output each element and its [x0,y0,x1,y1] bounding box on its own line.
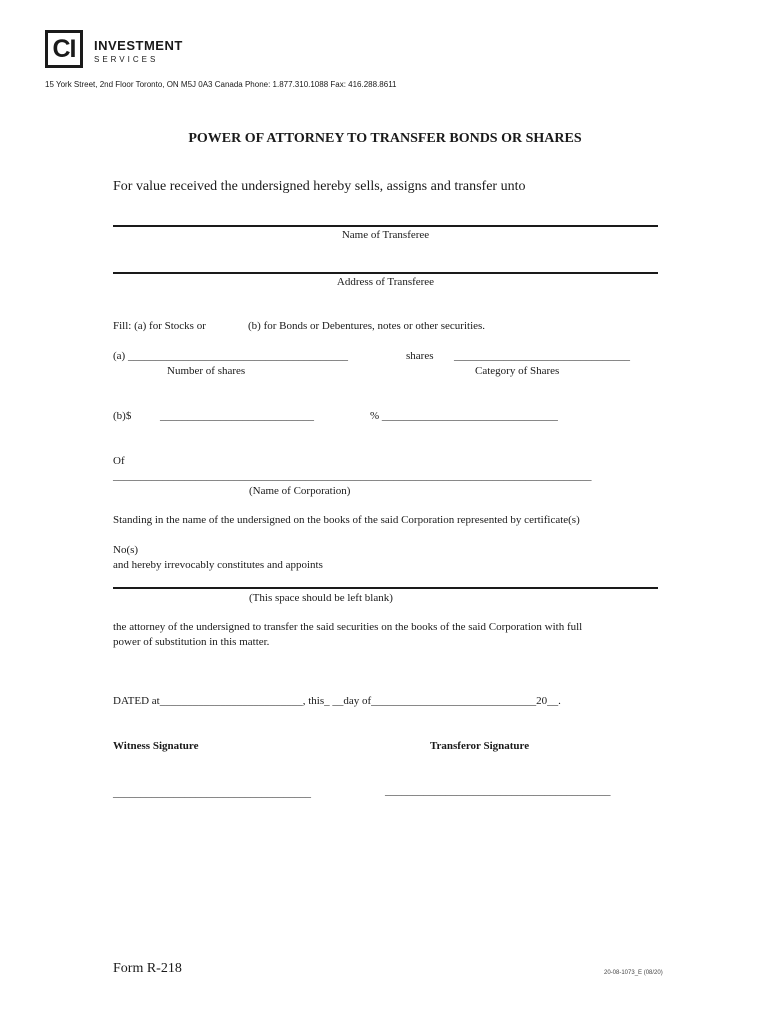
logo-services-text: SERVICES [94,55,159,64]
transferee-address-label: Address of Transferee [336,276,435,288]
category-of-shares-label: Category of Shares [475,365,560,377]
number-of-shares-label: Number of shares [167,365,246,377]
shares-number-field[interactable]: (a) ________________________________________ [113,350,348,362]
dated-field[interactable]: DATED at__________________________, this_ __day of______________________________20__. [113,695,561,707]
fill-option-b: (b) for Bonds or Debentures, notes or other securities. [248,320,486,332]
transferor-signature-label: Transferor Signature [430,740,530,752]
ci-logo-mark: CI [45,30,83,68]
intro-text: For value received the undersigned hereby sells, assigns and transfer unto [113,179,526,194]
attorney-text-line1: the attorney of the undersigned to transfer the said securities on the books of the said Corporation with full [113,621,583,633]
standing-text: Standing in the name of the undersigned on the books of the said Corporation represented by certificate(s) [113,514,580,526]
appoints-text: and hereby irrevocably constitutes and appoints [113,559,323,571]
transferor-signature-field[interactable]: _________________________________________ [385,785,611,797]
transferee-name-label: Name of Transferee [341,229,430,241]
document-code: 20-08-1073_E (08/20) [604,970,663,976]
transferee-name-line[interactable] [113,225,658,227]
share-category-field[interactable]: ________________________________ [454,350,630,362]
company-address: 15 York Street, 2nd Floor Toronto, ON M5J 0A3 Canada Phone: 1.877.310.1088 Fax: 416.288.8611 [45,80,397,89]
attorney-blank-line[interactable] [113,587,658,589]
corporation-name-field[interactable]: _______________________________________________________________________________________ [113,470,592,482]
corporation-name-label: (Name of Corporation) [249,485,351,497]
certificate-numbers-label: No(s) [113,544,139,556]
blank-space-note: (This space should be left blank) [249,592,393,604]
transferee-address-line[interactable] [113,272,658,274]
witness-signature-label: Witness Signature [113,740,199,752]
attorney-text-line2: power of substitution in this matter. [113,636,270,648]
form-number: Form R-218 [113,961,182,976]
document-title: POWER OF ATTORNEY TO TRANSFER BONDS OR SHARES [188,131,582,146]
logo-investment-text: INVESTMENT [94,38,183,53]
of-label: Of [113,455,125,467]
bond-percent-field[interactable]: % ________________________________ [370,410,558,422]
shares-text: shares [406,350,434,362]
fill-option-a: Fill: (a) for Stocks or [113,320,206,332]
bond-dollar-label: (b)$ [113,410,132,422]
bond-amount-field[interactable]: ____________________________ [160,410,314,422]
witness-signature-field[interactable]: ____________________________________ [113,787,311,799]
